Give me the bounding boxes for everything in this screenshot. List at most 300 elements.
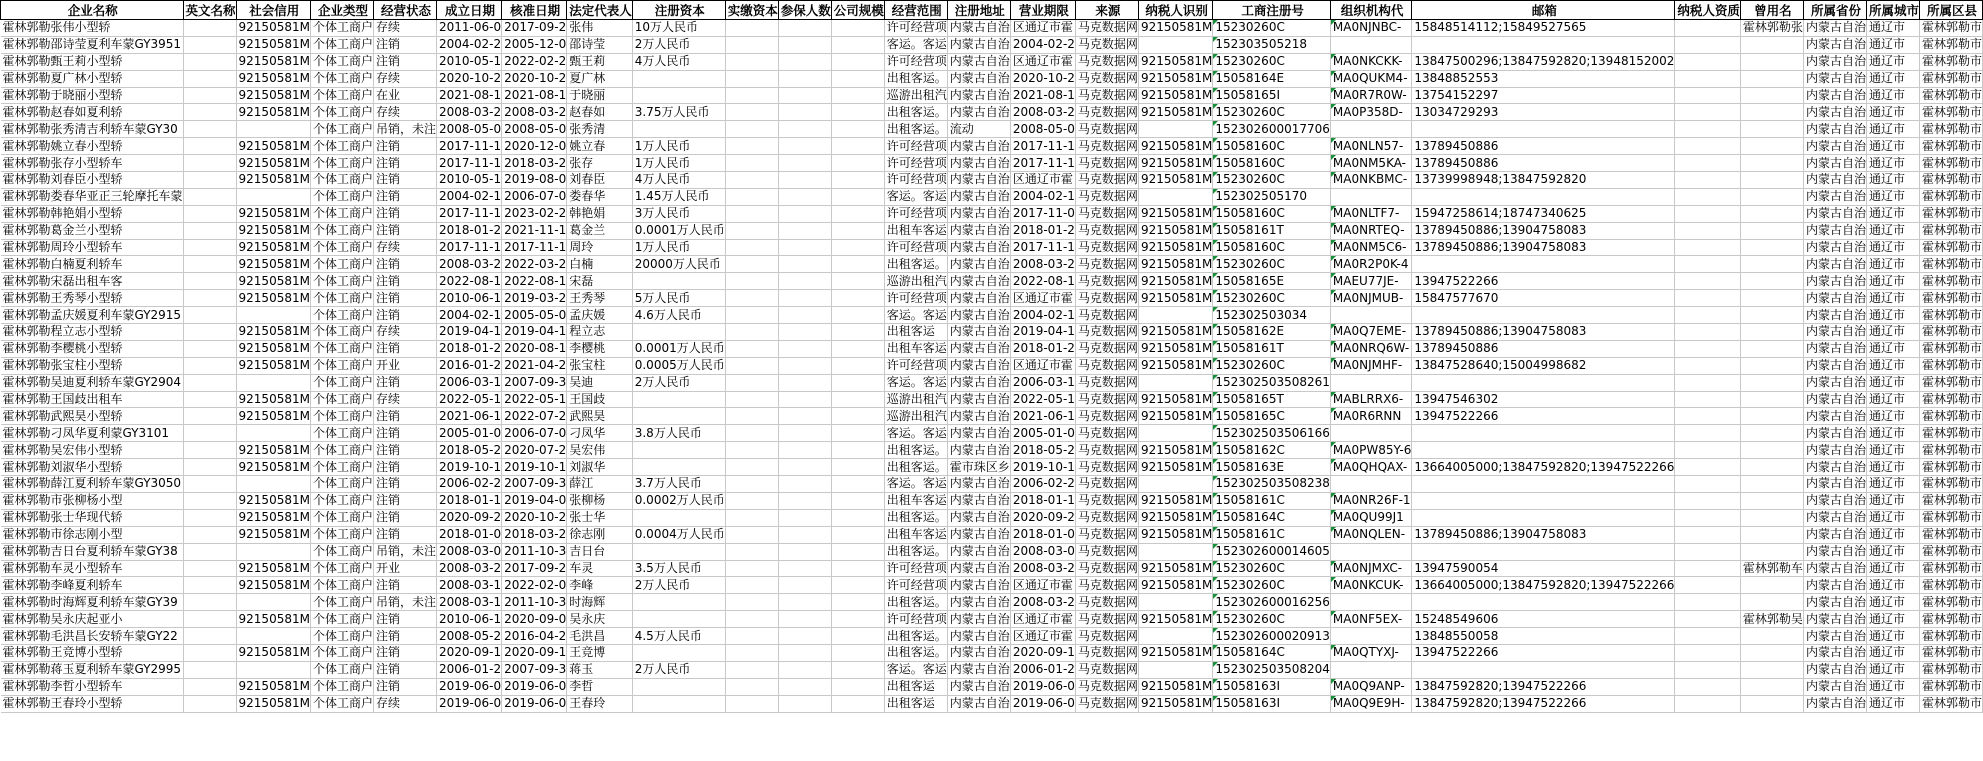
table-cell[interactable]: 2004-02-2 bbox=[437, 36, 502, 53]
table-cell[interactable]: 流动 bbox=[947, 121, 1010, 138]
table-cell[interactable]: 霍林郭勒张存小型轿车 bbox=[1, 155, 184, 172]
table-cell[interactable]: 马克数据网 bbox=[1075, 678, 1138, 695]
table-cell[interactable]: 2018-01-2 bbox=[437, 340, 502, 357]
table-cell[interactable]: 葛金兰 bbox=[567, 222, 633, 239]
table-cell[interactable]: 92150581M bbox=[236, 695, 310, 712]
table-cell[interactable]: 2019-10-1 bbox=[1010, 459, 1075, 476]
table-cell[interactable]: 存续 bbox=[373, 104, 436, 121]
table-cell[interactable]: 马克数据网 bbox=[1075, 53, 1138, 70]
table-cell[interactable] bbox=[183, 678, 236, 695]
table-cell[interactable]: 内蒙古自治 bbox=[1803, 87, 1866, 104]
table-cell[interactable]: 92150581M bbox=[1138, 138, 1212, 155]
table-cell[interactable]: 注销 bbox=[373, 36, 436, 53]
table-cell[interactable] bbox=[1740, 628, 1803, 645]
table-cell[interactable]: 注销 bbox=[373, 205, 436, 222]
table-cell[interactable]: 存续 bbox=[373, 695, 436, 712]
table-cell[interactable]: 2020-08-1 bbox=[502, 340, 567, 357]
table-cell[interactable]: 霍林郭勒市 bbox=[1919, 560, 1982, 577]
table-cell[interactable]: 13947522266 bbox=[1412, 273, 1675, 290]
table-cell[interactable] bbox=[1138, 476, 1212, 493]
table-cell[interactable]: 2019-06-0 bbox=[437, 678, 502, 695]
table-cell[interactable] bbox=[778, 172, 831, 189]
table-cell[interactable]: 霍林郭勒市 bbox=[1919, 172, 1982, 189]
table-cell[interactable]: 92150581M bbox=[236, 644, 310, 661]
table-cell[interactable]: MA0NKBMC- bbox=[1330, 172, 1411, 189]
table-cell[interactable]: 注销 bbox=[373, 222, 436, 239]
table-cell[interactable]: 15230260C bbox=[1213, 256, 1331, 273]
table-cell[interactable]: 娄春华 bbox=[567, 188, 633, 205]
table-cell[interactable]: 2019-03-2 bbox=[502, 290, 567, 307]
table-cell[interactable] bbox=[831, 20, 884, 37]
table-cell[interactable] bbox=[1412, 425, 1675, 442]
table-cell[interactable]: 霍林郭勒市 bbox=[1919, 661, 1982, 678]
table-cell[interactable]: 霍林郭勒市 bbox=[1919, 256, 1982, 273]
table-cell[interactable] bbox=[831, 307, 884, 324]
table-cell[interactable]: 霍林郭勒市 bbox=[1919, 543, 1982, 560]
table-cell[interactable]: 个体工商户 bbox=[310, 526, 373, 543]
table-cell[interactable]: 霍林郭勒周玲小型轿车 bbox=[1, 239, 184, 256]
table-cell[interactable]: 霍林郭勒李峰夏利轿车 bbox=[1, 577, 184, 594]
table-cell[interactable] bbox=[1675, 36, 1741, 53]
table-cell[interactable] bbox=[831, 661, 884, 678]
table-cell[interactable] bbox=[725, 273, 778, 290]
table-cell[interactable]: 2020-09-1 bbox=[1010, 644, 1075, 661]
table-cell[interactable]: 通辽市 bbox=[1866, 222, 1919, 239]
table-cell[interactable]: 内蒙古自治 bbox=[947, 239, 1010, 256]
table-cell[interactable]: 通辽市 bbox=[1866, 172, 1919, 189]
table-cell[interactable]: 个体工商户 bbox=[310, 222, 373, 239]
table-cell[interactable] bbox=[1675, 678, 1741, 695]
table-cell[interactable] bbox=[183, 155, 236, 172]
table-cell[interactable]: 内蒙古自治 bbox=[1803, 36, 1866, 53]
table-cell[interactable]: 152302505170 bbox=[1213, 188, 1331, 205]
table-cell[interactable]: 2006-03-1 bbox=[1010, 374, 1075, 391]
table-cell[interactable]: 内蒙古自治 bbox=[947, 20, 1010, 37]
table-cell[interactable]: 通辽市 bbox=[1866, 138, 1919, 155]
table-cell[interactable]: 内蒙古自治 bbox=[1803, 391, 1866, 408]
table-cell[interactable] bbox=[725, 239, 778, 256]
table-cell[interactable]: 注销 bbox=[373, 577, 436, 594]
column-header[interactable]: 所属区县 bbox=[1919, 1, 1982, 20]
table-cell[interactable]: 通辽市 bbox=[1866, 611, 1919, 628]
table-cell[interactable] bbox=[1675, 87, 1741, 104]
table-cell[interactable]: 注销 bbox=[373, 628, 436, 645]
table-cell[interactable]: 出租车客运 bbox=[884, 526, 947, 543]
table-cell[interactable]: 2008-05-2 bbox=[437, 628, 502, 645]
table-cell[interactable] bbox=[632, 121, 725, 138]
table-cell[interactable]: 注销 bbox=[373, 509, 436, 526]
table-cell[interactable]: 武熙昊 bbox=[567, 408, 633, 425]
table-cell[interactable] bbox=[831, 695, 884, 712]
table-cell[interactable] bbox=[725, 459, 778, 476]
table-cell[interactable] bbox=[183, 290, 236, 307]
table-cell[interactable]: 2008-03-1 bbox=[437, 577, 502, 594]
table-cell[interactable]: 个体工商户 bbox=[310, 509, 373, 526]
table-cell[interactable]: 霍林郭勒市 bbox=[1919, 577, 1982, 594]
table-cell[interactable]: 92150581M bbox=[1138, 53, 1212, 70]
table-cell[interactable]: 2019-06-0 bbox=[1010, 678, 1075, 695]
table-cell[interactable]: 2019-10-1 bbox=[502, 459, 567, 476]
table-cell[interactable]: 2004-02-1 bbox=[437, 188, 502, 205]
table-cell[interactable] bbox=[183, 188, 236, 205]
table-cell[interactable]: 霍林郭勒市徐志刚小型 bbox=[1, 526, 184, 543]
table-cell[interactable]: 霍林郭勒张 bbox=[1740, 20, 1803, 37]
table-cell[interactable]: 出租车客运 bbox=[884, 222, 947, 239]
table-cell[interactable]: 2017-11-1 bbox=[1010, 155, 1075, 172]
table-cell[interactable]: 客运。客运 bbox=[884, 307, 947, 324]
table-cell[interactable] bbox=[725, 104, 778, 121]
table-cell[interactable]: 内蒙古自治 bbox=[947, 104, 1010, 121]
table-cell[interactable]: 92150581M bbox=[236, 611, 310, 628]
table-cell[interactable] bbox=[725, 442, 778, 459]
table-cell[interactable]: 王国歧 bbox=[567, 391, 633, 408]
table-cell[interactable] bbox=[1675, 526, 1741, 543]
table-cell[interactable]: 13847592820;13947522266 bbox=[1412, 678, 1675, 695]
table-cell[interactable]: 注销 bbox=[373, 492, 436, 509]
table-cell[interactable]: 客运。客运 bbox=[884, 476, 947, 493]
table-cell[interactable] bbox=[183, 70, 236, 87]
table-cell[interactable] bbox=[725, 222, 778, 239]
table-cell[interactable]: 2008-03-2 bbox=[1010, 256, 1075, 273]
table-cell[interactable] bbox=[1740, 476, 1803, 493]
table-cell[interactable] bbox=[183, 526, 236, 543]
table-cell[interactable]: 许可经营项 bbox=[884, 172, 947, 189]
table-cell[interactable]: MA0Q9ANP- bbox=[1330, 678, 1411, 695]
table-cell[interactable]: 马克数据网 bbox=[1075, 442, 1138, 459]
table-cell[interactable]: 许可经营项 bbox=[884, 155, 947, 172]
table-cell[interactable]: 存续 bbox=[373, 391, 436, 408]
table-cell[interactable] bbox=[1740, 357, 1803, 374]
table-cell[interactable]: 通辽市 bbox=[1866, 442, 1919, 459]
table-cell[interactable]: 92150581M bbox=[236, 36, 310, 53]
table-cell[interactable]: MA0NLN57- bbox=[1330, 138, 1411, 155]
table-cell[interactable] bbox=[831, 492, 884, 509]
table-cell[interactable]: 个体工商户 bbox=[310, 53, 373, 70]
table-cell[interactable]: 2006-07-0 bbox=[502, 188, 567, 205]
table-cell[interactable] bbox=[831, 121, 884, 138]
table-cell[interactable]: MA0R6RNN bbox=[1330, 408, 1411, 425]
table-cell[interactable]: 2022-08-1 bbox=[502, 273, 567, 290]
table-cell[interactable] bbox=[725, 70, 778, 87]
table-cell[interactable] bbox=[1675, 290, 1741, 307]
table-cell[interactable]: 152302600017706 bbox=[1213, 121, 1331, 138]
table-cell[interactable] bbox=[183, 695, 236, 712]
table-cell[interactable] bbox=[183, 340, 236, 357]
table-cell[interactable] bbox=[1740, 188, 1803, 205]
table-cell[interactable]: 注销 bbox=[373, 53, 436, 70]
table-cell[interactable]: 92150581M bbox=[1138, 239, 1212, 256]
table-cell[interactable]: 2016-04-2 bbox=[502, 628, 567, 645]
table-cell[interactable]: 2005-01-0 bbox=[1010, 425, 1075, 442]
table-cell[interactable] bbox=[236, 374, 310, 391]
table-cell[interactable] bbox=[1412, 492, 1675, 509]
table-cell[interactable]: 个体工商户 bbox=[310, 357, 373, 374]
table-cell[interactable]: 15058163E bbox=[1213, 459, 1331, 476]
table-cell[interactable] bbox=[1412, 307, 1675, 324]
table-cell[interactable]: MA0NJMUB- bbox=[1330, 290, 1411, 307]
table-cell[interactable]: 注销 bbox=[373, 408, 436, 425]
table-cell[interactable] bbox=[632, 408, 725, 425]
table-cell[interactable] bbox=[183, 560, 236, 577]
table-cell[interactable]: 内蒙古自治 bbox=[947, 560, 1010, 577]
table-cell[interactable]: 孟庆媛 bbox=[567, 307, 633, 324]
table-cell[interactable]: 注销 bbox=[373, 476, 436, 493]
table-cell[interactable]: 15058164C bbox=[1213, 644, 1331, 661]
table-cell[interactable] bbox=[1675, 256, 1741, 273]
table-cell[interactable]: 92150581M bbox=[1138, 357, 1212, 374]
table-cell[interactable]: MA0NR26F-1 bbox=[1330, 492, 1411, 509]
table-cell[interactable] bbox=[778, 678, 831, 695]
table-cell[interactable]: 92150581M bbox=[236, 526, 310, 543]
table-cell[interactable]: 2020-12-0 bbox=[502, 138, 567, 155]
table-cell[interactable] bbox=[725, 307, 778, 324]
table-cell[interactable] bbox=[725, 324, 778, 341]
table-cell[interactable]: 蒋玉 bbox=[567, 661, 633, 678]
table-cell[interactable] bbox=[1740, 324, 1803, 341]
table-cell[interactable]: 通辽市 bbox=[1866, 36, 1919, 53]
table-cell[interactable]: 15058161T bbox=[1213, 222, 1331, 239]
table-cell[interactable]: 霍林郭勒王春玲小型轿 bbox=[1, 695, 184, 712]
table-cell[interactable]: 马克数据网 bbox=[1075, 509, 1138, 526]
table-cell[interactable] bbox=[725, 661, 778, 678]
table-cell[interactable]: 个体工商户 bbox=[310, 695, 373, 712]
table-cell[interactable] bbox=[725, 509, 778, 526]
table-cell[interactable]: 92150581M bbox=[236, 205, 310, 222]
table-cell[interactable]: 注销 bbox=[373, 526, 436, 543]
table-cell[interactable] bbox=[183, 628, 236, 645]
table-cell[interactable]: 2006-01-2 bbox=[437, 661, 502, 678]
table-cell[interactable]: 2017-11-1 bbox=[437, 205, 502, 222]
table-cell[interactable] bbox=[183, 87, 236, 104]
table-cell[interactable]: 2019-04-0 bbox=[502, 492, 567, 509]
table-cell[interactable]: 注销 bbox=[373, 256, 436, 273]
table-cell[interactable] bbox=[1675, 509, 1741, 526]
table-cell[interactable]: 个体工商户 bbox=[310, 391, 373, 408]
table-cell[interactable] bbox=[831, 408, 884, 425]
table-cell[interactable]: 霍林郭勒市 bbox=[1919, 492, 1982, 509]
table-cell[interactable]: 个体工商户 bbox=[310, 172, 373, 189]
table-cell[interactable] bbox=[725, 87, 778, 104]
table-cell[interactable]: 92150581M bbox=[236, 70, 310, 87]
table-cell[interactable]: 霍林郭勒市 bbox=[1919, 290, 1982, 307]
table-cell[interactable]: 马克数据网 bbox=[1075, 188, 1138, 205]
table-cell[interactable]: 内蒙古自治 bbox=[1803, 611, 1866, 628]
table-cell[interactable] bbox=[778, 476, 831, 493]
table-cell[interactable]: 马克数据网 bbox=[1075, 239, 1138, 256]
table-cell[interactable]: 霍林郭勒张士华现代轿 bbox=[1, 509, 184, 526]
table-cell[interactable]: 区通辽市霍 bbox=[1010, 172, 1075, 189]
table-cell[interactable]: 0.0005万人民币 bbox=[632, 357, 725, 374]
table-cell[interactable]: 赵春如 bbox=[567, 104, 633, 121]
table-cell[interactable] bbox=[831, 104, 884, 121]
table-cell[interactable] bbox=[1740, 307, 1803, 324]
table-cell[interactable]: 通辽市 bbox=[1866, 70, 1919, 87]
table-cell[interactable]: 个体工商户 bbox=[310, 340, 373, 357]
table-cell[interactable]: 个体工商户 bbox=[310, 87, 373, 104]
table-cell[interactable]: 2019-06-0 bbox=[437, 695, 502, 712]
table-cell[interactable] bbox=[1740, 53, 1803, 70]
table-cell[interactable]: 吴迪 bbox=[567, 374, 633, 391]
table-cell[interactable]: 开业 bbox=[373, 560, 436, 577]
table-cell[interactable]: 2021-04-2 bbox=[502, 357, 567, 374]
table-cell[interactable]: 2008-03-2 bbox=[1010, 594, 1075, 611]
table-cell[interactable] bbox=[632, 543, 725, 560]
table-cell[interactable] bbox=[1740, 374, 1803, 391]
table-cell[interactable]: 92150581M bbox=[1138, 70, 1212, 87]
table-cell[interactable]: 内蒙古自治 bbox=[947, 476, 1010, 493]
table-cell[interactable] bbox=[778, 138, 831, 155]
table-cell[interactable] bbox=[632, 644, 725, 661]
table-cell[interactable] bbox=[778, 442, 831, 459]
table-cell[interactable] bbox=[831, 87, 884, 104]
table-cell[interactable] bbox=[831, 205, 884, 222]
table-cell[interactable]: 霍林郭勒吴迪夏利轿车蒙GY2904 bbox=[2, 375, 182, 390]
table-cell[interactable]: 马克数据网 bbox=[1075, 628, 1138, 645]
table-cell[interactable] bbox=[1412, 661, 1675, 678]
table-cell[interactable] bbox=[632, 594, 725, 611]
table-cell[interactable] bbox=[778, 70, 831, 87]
table-cell[interactable] bbox=[831, 222, 884, 239]
table-cell[interactable]: 13789450886;13904758083 bbox=[1412, 526, 1675, 543]
table-cell[interactable]: 4万人民币 bbox=[632, 172, 725, 189]
table-cell[interactable] bbox=[778, 188, 831, 205]
table-cell[interactable]: 2005-01-0 bbox=[437, 425, 502, 442]
table-cell[interactable]: 2010-06-1 bbox=[437, 290, 502, 307]
table-cell[interactable]: 92150581M bbox=[236, 87, 310, 104]
table-cell[interactable] bbox=[1675, 340, 1741, 357]
table-cell[interactable] bbox=[1675, 155, 1741, 172]
table-cell[interactable] bbox=[1740, 205, 1803, 222]
table-cell[interactable]: 2011-10-3 bbox=[502, 543, 567, 560]
table-cell[interactable] bbox=[236, 661, 310, 678]
table-cell[interactable]: 马克数据网 bbox=[1075, 644, 1138, 661]
table-cell[interactable] bbox=[1740, 239, 1803, 256]
table-cell[interactable]: 152302600014605 bbox=[1213, 543, 1331, 560]
table-cell[interactable] bbox=[236, 594, 310, 611]
table-cell[interactable]: 2020-09-0 bbox=[502, 611, 567, 628]
table-cell[interactable]: 92150581M bbox=[1138, 611, 1212, 628]
table-cell[interactable]: 通辽市 bbox=[1866, 374, 1919, 391]
table-cell[interactable] bbox=[1675, 324, 1741, 341]
table-cell[interactable] bbox=[1412, 594, 1675, 611]
table-cell[interactable]: 92150581M bbox=[236, 138, 310, 155]
table-cell[interactable]: 15058160C bbox=[1213, 155, 1331, 172]
table-cell[interactable]: 2010-05-1 bbox=[437, 53, 502, 70]
table-cell[interactable]: 个体工商户 bbox=[310, 239, 373, 256]
table-cell[interactable]: 通辽市 bbox=[1866, 526, 1919, 543]
column-header[interactable]: 注册资本 bbox=[632, 1, 725, 20]
table-cell[interactable]: 通辽市 bbox=[1866, 256, 1919, 273]
table-cell[interactable] bbox=[831, 138, 884, 155]
table-cell[interactable]: 2006-07-0 bbox=[502, 425, 567, 442]
table-cell[interactable]: 15058160C bbox=[1213, 239, 1331, 256]
table-cell[interactable] bbox=[632, 611, 725, 628]
table-cell[interactable] bbox=[1138, 121, 1212, 138]
table-cell[interactable]: 区通辽市霍 bbox=[1010, 628, 1075, 645]
table-cell[interactable]: 13754152297 bbox=[1412, 87, 1675, 104]
table-cell[interactable]: 徐志刚 bbox=[567, 526, 633, 543]
table-cell[interactable]: 15058165E bbox=[1213, 273, 1331, 290]
table-cell[interactable] bbox=[1675, 577, 1741, 594]
table-cell[interactable]: 个体工商户 bbox=[310, 138, 373, 155]
column-header[interactable]: 企业名称 bbox=[1, 1, 184, 20]
table-cell[interactable] bbox=[183, 104, 236, 121]
table-cell[interactable]: 内蒙古自治 bbox=[947, 155, 1010, 172]
table-cell[interactable]: 宋磊 bbox=[567, 273, 633, 290]
table-cell[interactable] bbox=[778, 324, 831, 341]
table-cell[interactable]: 通辽市 bbox=[1866, 104, 1919, 121]
table-cell[interactable]: 2019-06-0 bbox=[1010, 695, 1075, 712]
column-header[interactable]: 注册地址 bbox=[947, 1, 1010, 20]
table-cell[interactable]: 13847592820;13947522266 bbox=[1412, 695, 1675, 712]
table-cell[interactable] bbox=[183, 644, 236, 661]
table-cell[interactable]: 92150581M bbox=[236, 678, 310, 695]
table-cell[interactable] bbox=[1675, 20, 1741, 37]
table-cell[interactable] bbox=[778, 374, 831, 391]
table-cell[interactable] bbox=[632, 70, 725, 87]
table-cell[interactable]: 吴永庆 bbox=[567, 611, 633, 628]
table-cell[interactable] bbox=[183, 594, 236, 611]
table-cell[interactable] bbox=[183, 307, 236, 324]
table-cell[interactable]: 霍林郭勒市 bbox=[1919, 611, 1982, 628]
column-header[interactable]: 参保人数 bbox=[778, 1, 831, 20]
table-cell[interactable]: 3.7万人民币 bbox=[632, 476, 725, 493]
table-cell[interactable]: 霍林郭勒市 bbox=[1919, 188, 1982, 205]
table-cell[interactable] bbox=[778, 594, 831, 611]
table-cell[interactable]: 张宝柱 bbox=[567, 357, 633, 374]
column-header[interactable]: 组织机构代 bbox=[1330, 1, 1411, 20]
table-cell[interactable] bbox=[183, 20, 236, 37]
table-cell[interactable]: 马克数据网 bbox=[1075, 374, 1138, 391]
table-cell[interactable]: 2008-03-2 bbox=[1010, 560, 1075, 577]
table-cell[interactable]: 内蒙古自治 bbox=[1803, 324, 1866, 341]
table-cell[interactable]: MA0PW85Y-6 bbox=[1330, 442, 1411, 459]
table-cell[interactable]: 3万人民币 bbox=[632, 205, 725, 222]
table-cell[interactable] bbox=[725, 290, 778, 307]
table-cell[interactable]: 通辽市 bbox=[1866, 594, 1919, 611]
table-cell[interactable] bbox=[725, 476, 778, 493]
table-cell[interactable]: 客运。客运 bbox=[884, 661, 947, 678]
table-cell[interactable]: 刘淑华 bbox=[567, 459, 633, 476]
table-cell[interactable]: 注销 bbox=[373, 188, 436, 205]
table-cell[interactable]: 区通辽市霍 bbox=[1010, 20, 1075, 37]
table-cell[interactable]: 92150581M bbox=[236, 53, 310, 70]
table-cell[interactable] bbox=[1330, 121, 1411, 138]
table-cell[interactable]: 内蒙古自治 bbox=[947, 374, 1010, 391]
table-cell[interactable]: 内蒙古自治 bbox=[1803, 104, 1866, 121]
table-cell[interactable]: 个体工商户 bbox=[310, 442, 373, 459]
table-cell[interactable]: 韩艳娟 bbox=[567, 205, 633, 222]
table-cell[interactable]: 个体工商户 bbox=[310, 155, 373, 172]
table-cell[interactable] bbox=[778, 492, 831, 509]
table-cell[interactable]: 车灵 bbox=[567, 560, 633, 577]
column-header[interactable]: 法定代表人 bbox=[567, 1, 633, 20]
table-cell[interactable] bbox=[778, 695, 831, 712]
table-cell[interactable]: 霍林郭勒夏广林小型轿 bbox=[1, 70, 184, 87]
table-cell[interactable]: 152302503508238 bbox=[1213, 476, 1331, 493]
table-cell[interactable]: 92150581M bbox=[236, 391, 310, 408]
table-cell[interactable]: 5万人民币 bbox=[632, 290, 725, 307]
table-cell[interactable] bbox=[725, 644, 778, 661]
table-cell[interactable]: 马克数据网 bbox=[1075, 560, 1138, 577]
table-cell[interactable]: 15847577670 bbox=[1412, 290, 1675, 307]
table-cell[interactable]: 0.0002万人民币 bbox=[632, 492, 725, 509]
table-cell[interactable] bbox=[1675, 408, 1741, 425]
table-cell[interactable] bbox=[778, 239, 831, 256]
table-cell[interactable]: 毛洪昌 bbox=[567, 628, 633, 645]
table-cell[interactable]: 刘春臣 bbox=[567, 172, 633, 189]
column-header[interactable]: 实缴资本 bbox=[725, 1, 778, 20]
